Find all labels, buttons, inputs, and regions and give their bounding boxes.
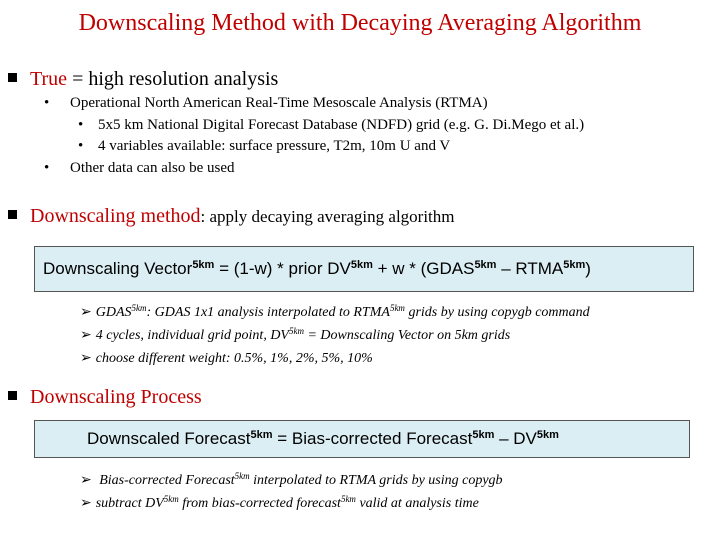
eq-text: + w * (GDAS xyxy=(372,259,475,278)
eq-text: Downscaling Vector xyxy=(43,259,193,278)
bullet-icon: • xyxy=(44,95,50,111)
list-item xyxy=(78,117,584,134)
arrow-bullet-icon: ➢ xyxy=(80,351,92,366)
note-text: : GDAS 1x1 analysis interpolated to RTMA xyxy=(146,305,390,320)
section-process-heading xyxy=(8,386,202,409)
list-item xyxy=(78,138,450,155)
eq-text: – RTMA xyxy=(496,259,564,278)
bullet-icon: • xyxy=(78,117,84,133)
note-text: 4 cycles, individual grid point, DV xyxy=(95,328,289,343)
eq-text: = Bias-corrected Forecast xyxy=(272,429,473,448)
process-note xyxy=(80,495,479,512)
note-text: valid at analysis time xyxy=(355,496,479,511)
process-note xyxy=(80,472,503,489)
note-text: Bias-corrected Forecast xyxy=(95,473,235,488)
note-text: grids by using copygb command xyxy=(404,305,590,320)
eq-sup: 5km xyxy=(250,429,273,441)
eq-text: Downscaled Forecast xyxy=(87,429,251,448)
downscaled-forecast-equation xyxy=(34,420,690,458)
note-sup: 5km xyxy=(234,471,250,481)
note-text: subtract DV xyxy=(95,496,164,511)
note-text: = Downscaling Vector on 5km grids xyxy=(303,328,511,343)
arrow-bullet-icon: ➢ xyxy=(80,305,92,320)
note-sup: 5km xyxy=(163,494,179,504)
eq-sup: 5km xyxy=(192,259,215,271)
eq-text: = (1-w) * prior DV xyxy=(214,259,351,278)
bullet-icon: • xyxy=(78,138,84,154)
eq-sup: 5km xyxy=(536,429,559,441)
list-item-text: 5x5 km National Digital Forecast Database (NDFD) grid (e.g. G. Di.Mego et al.) xyxy=(98,117,585,133)
list-item xyxy=(44,95,488,112)
eq-sup: 5km xyxy=(472,429,495,441)
arrow-bullet-icon: ➢ xyxy=(80,473,92,488)
list-item xyxy=(44,160,235,177)
method-label: Downscaling method xyxy=(30,205,201,227)
section-method-heading xyxy=(8,205,455,228)
list-item-text: Operational North American Real-Time Mesoscale Analysis (RTMA) xyxy=(70,95,488,111)
section-true-heading xyxy=(8,68,278,91)
true-label: True xyxy=(30,68,68,90)
method-note xyxy=(80,304,590,321)
eq-text: – DV xyxy=(494,429,537,448)
method-note xyxy=(80,350,373,367)
note-text: choose different weight: 0.5%, 1%, 2%, 5%, 10% xyxy=(95,351,373,366)
eq-sup: 5km xyxy=(350,259,373,271)
note-text: GDAS xyxy=(95,305,132,320)
square-bullet-icon xyxy=(8,391,17,400)
method-heading-text: : apply decaying averaging algorithm xyxy=(200,207,455,226)
eq-sup: 5km xyxy=(563,259,586,271)
list-item-text: Other data can also be used xyxy=(70,160,235,176)
arrow-bullet-icon: ➢ xyxy=(80,328,92,343)
list-item-text: 4 variables available: surface pressure, T2m, 10m U and V xyxy=(98,138,451,154)
note-sup: 5km xyxy=(389,303,405,313)
note-sup: 5km xyxy=(288,326,304,336)
eq-text: ) xyxy=(585,259,591,278)
method-note xyxy=(80,327,510,344)
true-heading-text: = high resolution analysis xyxy=(67,68,279,90)
note-sup: 5km xyxy=(340,494,356,504)
note-text: from bias-corrected forecast xyxy=(178,496,341,511)
eq-sup: 5km xyxy=(474,259,497,271)
note-text: interpolated to RTMA grids by using copygb xyxy=(249,473,503,488)
square-bullet-icon xyxy=(8,210,17,219)
arrow-bullet-icon: ➢ xyxy=(80,496,92,511)
note-sup: 5km xyxy=(131,303,147,313)
slide-title: Downscaling Method with Decaying Averaging Algorithm xyxy=(78,10,642,36)
square-bullet-icon xyxy=(8,73,17,82)
process-label: Downscaling Process xyxy=(30,386,202,408)
bullet-icon: • xyxy=(44,160,50,176)
downscaling-vector-equation xyxy=(34,246,694,292)
